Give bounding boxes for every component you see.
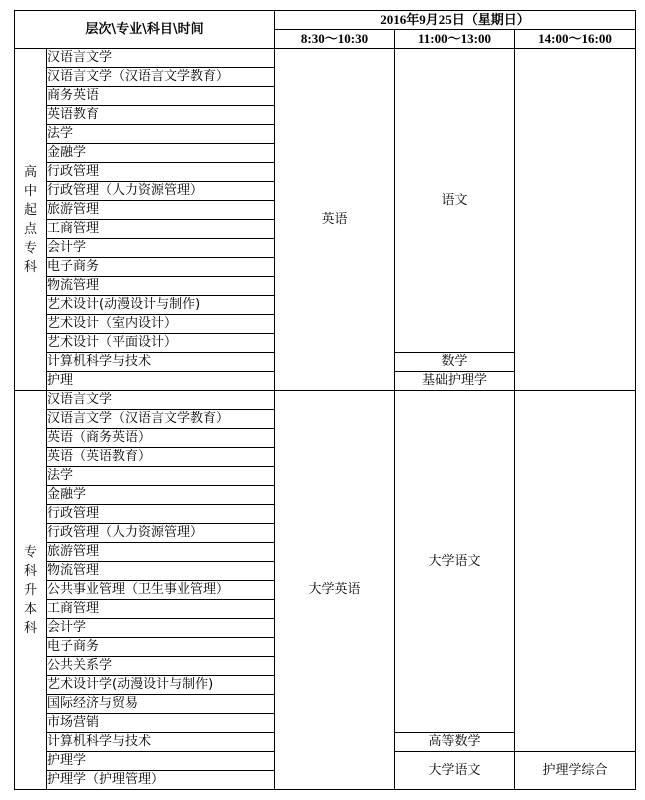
slot2-subject-nursing: 大学语文 <box>395 752 515 790</box>
major-name: 英语（英语教育） <box>47 448 275 467</box>
major-name: 会计学 <box>47 619 275 638</box>
major-name: 国际经济与贸易 <box>47 695 275 714</box>
slot2-subject: 语文 <box>395 49 515 353</box>
major-name: 旅游管理 <box>47 201 275 220</box>
time-slot-2: 11:00～13:00 <box>395 30 515 49</box>
major-name: 艺术设计（平面设计） <box>47 334 275 353</box>
header-title: 层次\专业\科目\时间 <box>15 11 275 49</box>
time-slot-1: 8:30～10:30 <box>275 30 395 49</box>
slot2-subject-cs: 数学 <box>395 353 515 372</box>
major-name: 物流管理 <box>47 562 275 581</box>
exam-date: 2016年9月25日（星期日） <box>275 11 636 30</box>
major-name: 汉语言文学（汉语言文学教育） <box>47 68 275 87</box>
major-name: 金融学 <box>47 144 275 163</box>
time-slot-3: 14:00～16:00 <box>515 30 636 49</box>
major-name: 艺术设计(动漫设计与制作) <box>47 296 275 315</box>
slot2-subject: 大学语文 <box>395 391 515 733</box>
major-name: 法学 <box>47 467 275 486</box>
major-name: 工商管理 <box>47 600 275 619</box>
slot1-subject: 大学英语 <box>275 391 395 790</box>
major-name: 艺术设计（室内设计） <box>47 315 275 334</box>
major-name: 法学 <box>47 125 275 144</box>
major-name: 公共关系学 <box>47 657 275 676</box>
major-name: 艺术设计学(动漫设计与制作) <box>47 676 275 695</box>
major-name: 商务英语 <box>47 87 275 106</box>
major-name: 物流管理 <box>47 277 275 296</box>
slot3-subject-nursing: 护理学综合 <box>515 752 636 790</box>
level-label: 高中起点专科 <box>15 49 47 391</box>
level-label: 专科升本科 <box>15 391 47 790</box>
major-name: 计算机科学与技术 <box>47 733 275 752</box>
major-name: 金融学 <box>47 486 275 505</box>
exam-schedule-table <box>14 10 636 790</box>
major-name: 英语（商务英语） <box>47 429 275 448</box>
major-name: 旅游管理 <box>47 543 275 562</box>
slot2-subject-nursing: 基础护理学 <box>395 372 515 391</box>
major-name: 汉语言文学（汉语言文学教育） <box>47 410 275 429</box>
major-name: 汉语言文学 <box>47 49 275 68</box>
slot3-empty <box>515 49 636 391</box>
major-name: 护理学（护理管理） <box>47 771 275 790</box>
slot3-empty <box>515 391 636 752</box>
major-name: 计算机科学与技术 <box>47 353 275 372</box>
major-name: 行政管理（人力资源管理） <box>47 524 275 543</box>
major-name: 护理 <box>47 372 275 391</box>
slot2-subject-cs: 高等数学 <box>395 733 515 752</box>
major-name: 汉语言文学 <box>47 391 275 410</box>
major-name: 公共事业管理（卫生事业管理） <box>47 581 275 600</box>
major-name: 会计学 <box>47 239 275 258</box>
major-name: 行政管理 <box>47 163 275 182</box>
major-name: 护理学 <box>47 752 275 771</box>
major-name: 电子商务 <box>47 638 275 657</box>
slot1-subject: 英语 <box>275 49 395 391</box>
major-name: 电子商务 <box>47 258 275 277</box>
major-name: 行政管理 <box>47 505 275 524</box>
major-name: 工商管理 <box>47 220 275 239</box>
major-name: 英语教育 <box>47 106 275 125</box>
major-name: 行政管理（人力资源管理） <box>47 182 275 201</box>
major-name: 市场营销 <box>47 714 275 733</box>
